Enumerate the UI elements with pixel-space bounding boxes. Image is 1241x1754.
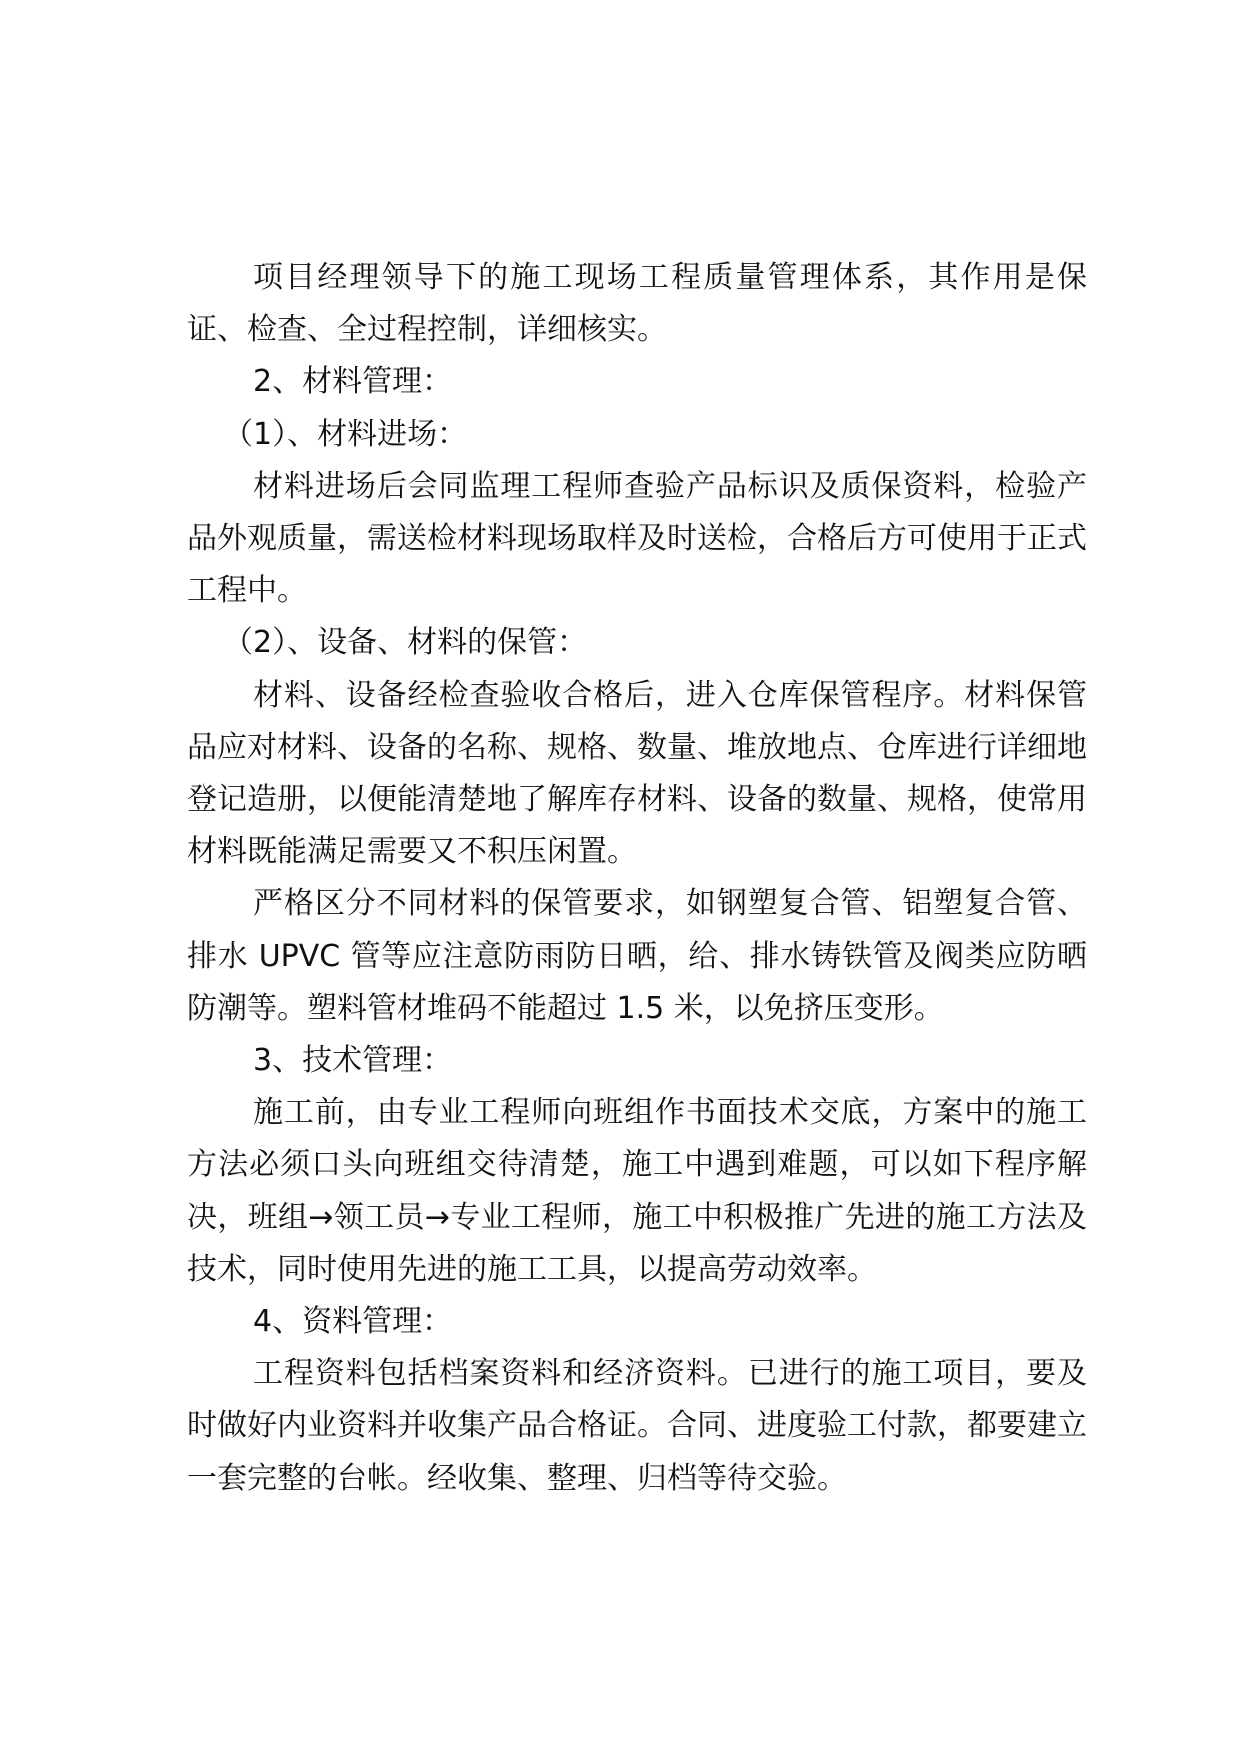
subheading-storage: （2）、设备、材料的保管： xyxy=(223,625,588,661)
body-text xyxy=(187,252,1087,1505)
paragraph-technical-management: 施工前，由专业工程师向班组作书面技术交底，方案中的施工方法必须口头向班组交待清楚，施工中遇到难题，可以如下程序解决，班组→领工员→专业工程师，施工中积极推广先进的施工方法及技术，同时使用先进的施工工具，以提高劳动效率。 xyxy=(187,1095,1087,1287)
paragraph-storage-requirements: 严格区分不同材料的保管要求，如钢塑复合管、铝塑复合管、排水 UPVC 管等应注意防雨防日晒，给、排水铸铁管及阀类应防晒防潮等。塑料管材堆码不能超过 1.5 米，以免挤压变形。 xyxy=(187,886,1087,1026)
subheading-material-entry: （1）、材料进场： xyxy=(223,416,468,452)
paragraph-material-entry: 材料进场后会同监理工程师查验产品标识及质保资料，检验产品外观质量，需送检材料现场取样及时送检，合格后方可使用于正式工程中。 xyxy=(187,468,1087,609)
paragraph-storage: 材料、设备经检查验收合格后，进入仓库保管程序。材料保管品应对材料、设备的名称、规格、数量、堆放地点、仓库进行详细地登记造册，以便能清楚地了解库存材料、设备的数量、规格，使常用材料既能满足需要又不积压闲置。 xyxy=(187,677,1087,870)
heading-technical-management: 3、技术管理： xyxy=(253,1043,453,1079)
heading-document-management: 4、资料管理： xyxy=(253,1304,453,1340)
paragraph-document-management: 工程资料包括档案资料和经济资料。已进行的施工项目，要及时做好内业资料并收集产品合格证。合同、进度验工付款，都要建立一套完整的台帐。经收集、整理、归档等待交验。 xyxy=(187,1356,1087,1496)
heading-material-management: 2、材料管理： xyxy=(253,364,453,400)
paragraph-quality-system: 项目经理领导下的施工现场工程质量管理体系，其作用是保证、检查、全过程控制，详细核实。 xyxy=(187,260,1087,348)
